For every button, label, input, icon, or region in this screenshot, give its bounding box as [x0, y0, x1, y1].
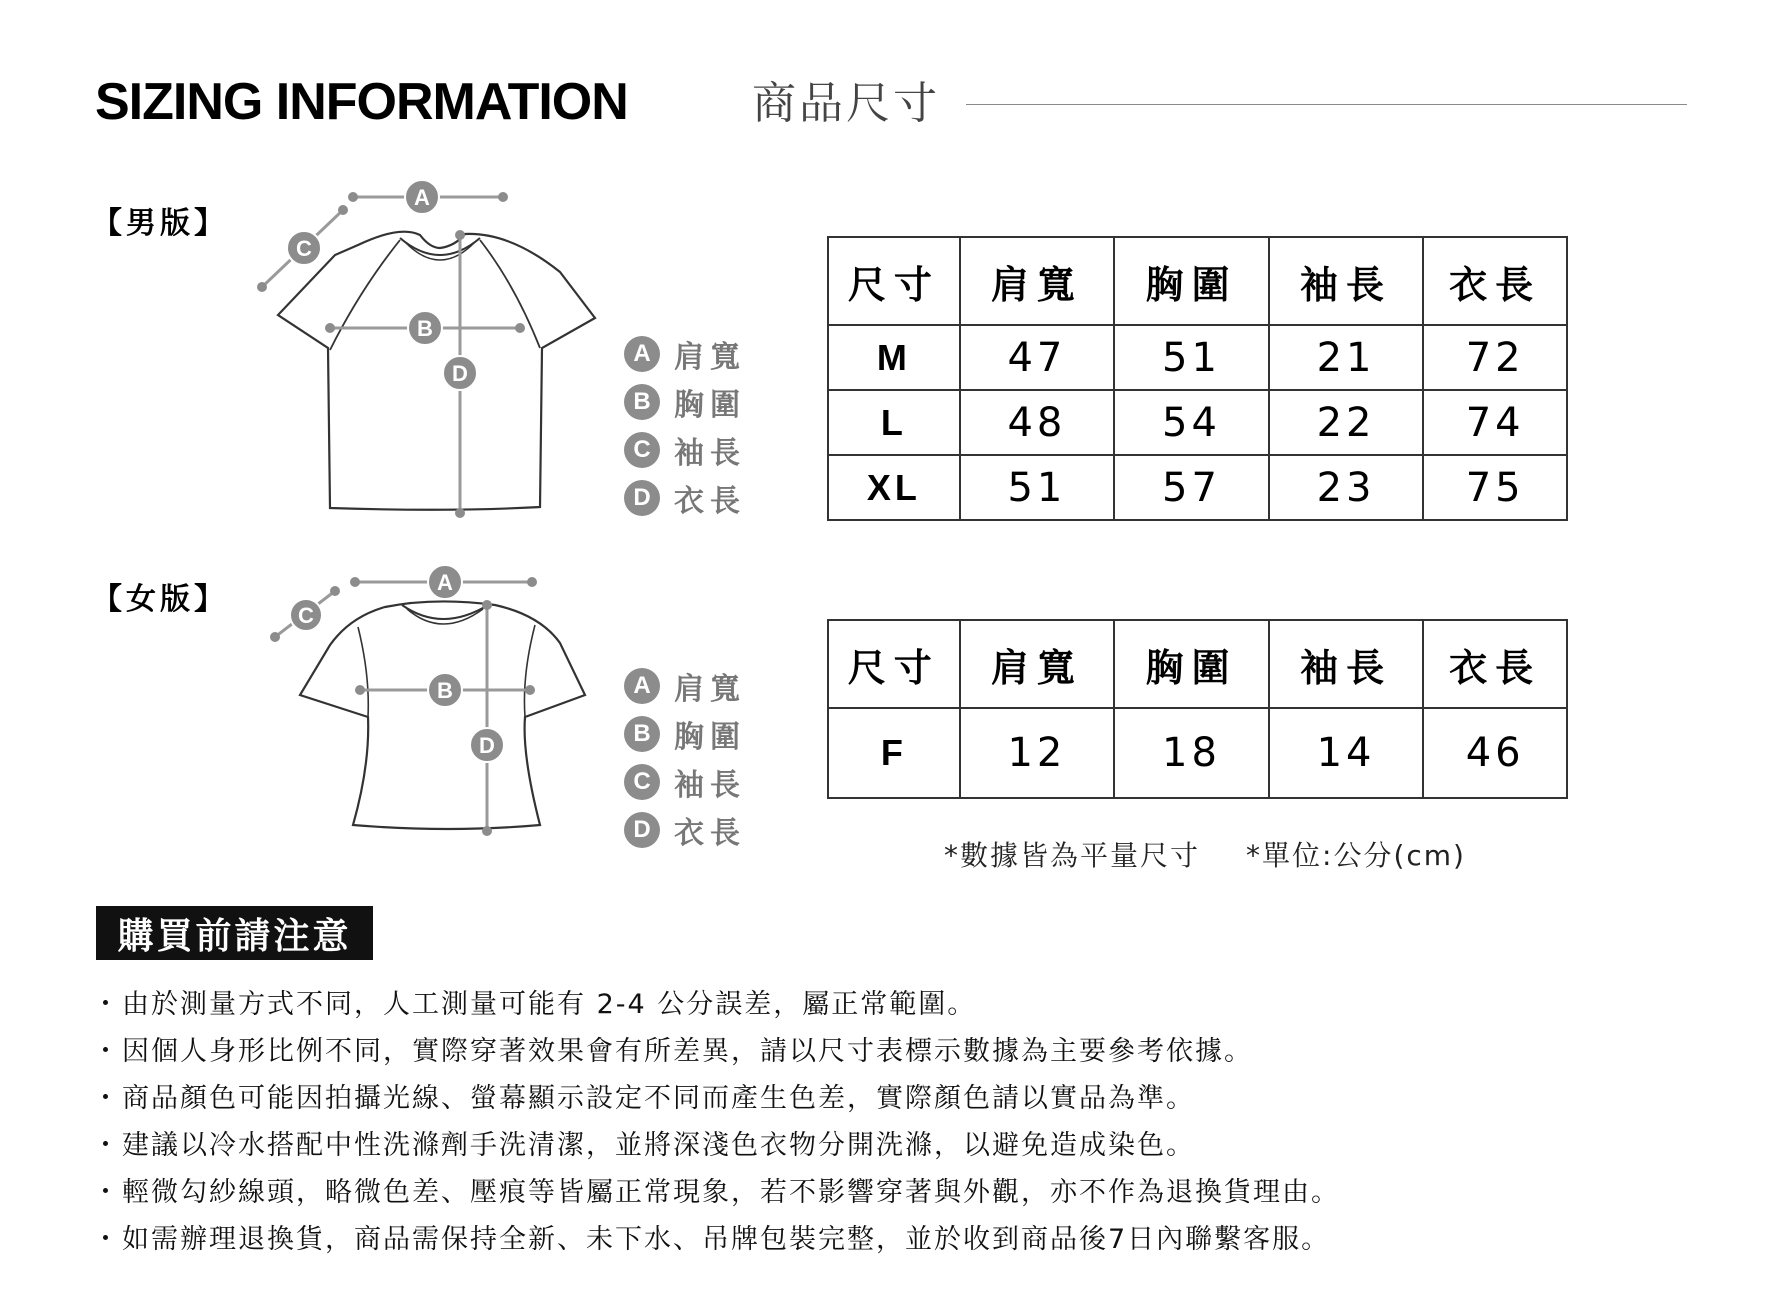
- men-neckline: [400, 238, 480, 255]
- list-item-text: 輕微勾紗線頭，略微色差、壓痕等皆屬正常現象，若不影響穿著與外觀，亦不作為退換貨理由。: [122, 1177, 1340, 1208]
- list-item-text: 如需辦理退換貨，商品需保持全新、未下水、吊牌包裝完整，並於收到商品後7日內聯繫客服。: [122, 1224, 1331, 1255]
- women-shirt-diagram: [260, 555, 600, 845]
- cell-chest: 57: [1114, 455, 1269, 520]
- men-shirt-diagram: [240, 170, 610, 530]
- women-section-label: 【女版】: [92, 582, 228, 617]
- legend-badge: B: [624, 716, 660, 752]
- bullet: ・: [92, 989, 121, 1020]
- cell-size: L: [828, 390, 960, 455]
- header-sleeve: 袖長: [1269, 620, 1424, 708]
- women-neckline-inner: [407, 609, 483, 624]
- legend-text: 胸圍: [674, 720, 746, 755]
- legend-text: 袖長: [674, 768, 746, 803]
- men-size-table: [827, 236, 1568, 521]
- legend-item: [624, 330, 746, 378]
- legend-badge: A: [624, 336, 660, 372]
- bullet: ・: [92, 1083, 121, 1114]
- cell-length: 72: [1423, 325, 1567, 390]
- women-legend: [624, 662, 746, 854]
- table-row: [828, 325, 1567, 390]
- cell-sleeve: 14: [1269, 708, 1424, 798]
- cell-length: 74: [1423, 390, 1567, 455]
- page-title: SIZING INFORMATION: [95, 73, 628, 131]
- header-shoulder: 肩寬: [960, 237, 1115, 325]
- header-size: 尺寸: [828, 237, 960, 325]
- caution-list: [92, 978, 1340, 1260]
- legend-badge: C: [624, 764, 660, 800]
- legend-badge: D: [624, 480, 660, 516]
- svg-text:D: D: [452, 361, 468, 386]
- legend-item: [624, 474, 746, 522]
- legend-badge: C: [624, 432, 660, 468]
- list-item-text: 因個人身形比例不同，實際穿著效果會有所差異，請以尺寸表標示數據為主要參考依據。: [122, 1036, 1253, 1067]
- women-shirt-outline: [300, 601, 585, 829]
- cell-length: 75: [1423, 455, 1567, 520]
- page-subtitle: 商品尺寸: [752, 78, 940, 129]
- women-size-table: [827, 619, 1568, 799]
- svg-text:A: A: [414, 185, 430, 210]
- header-chest: 胸圍: [1114, 620, 1269, 708]
- table-header-row: [828, 620, 1567, 708]
- cell-size: M: [828, 325, 960, 390]
- cell-chest: 18: [1114, 708, 1269, 798]
- list-item-text: 建議以冷水搭配中性洗滌劑手洗清潔，並將深淺色衣物分開洗滌，以避免造成染色。: [122, 1130, 1195, 1161]
- bullet: ・: [92, 1224, 121, 1255]
- men-left-seam: [330, 240, 400, 350]
- list-item: [92, 1119, 1340, 1166]
- cell-sleeve: 22: [1269, 390, 1424, 455]
- table-row: [828, 390, 1567, 455]
- legend-text: 肩寬: [674, 340, 746, 375]
- cell-size: F: [828, 708, 960, 798]
- table-row: [828, 455, 1567, 520]
- svg-text:B: B: [437, 678, 453, 703]
- list-item: [92, 1025, 1340, 1072]
- men-neckline-inner: [405, 242, 475, 260]
- svg-text:B: B: [417, 316, 433, 341]
- bullet: ・: [92, 1130, 121, 1161]
- legend-item: [624, 758, 746, 806]
- cell-shoulder: 51: [960, 455, 1115, 520]
- cell-size: XL: [828, 455, 960, 520]
- svg-text:C: C: [298, 603, 314, 628]
- header-length: 衣長: [1423, 620, 1567, 708]
- legend-text: 衣長: [674, 484, 746, 519]
- cell-chest: 51: [1114, 325, 1269, 390]
- cell-shoulder: 48: [960, 390, 1115, 455]
- list-item: [92, 978, 1340, 1025]
- cell-length: 46: [1423, 708, 1567, 798]
- women-neckline: [402, 605, 488, 619]
- table-header-row: [828, 237, 1567, 325]
- list-item: [92, 1213, 1340, 1260]
- legend-badge: B: [624, 384, 660, 420]
- men-legend: [624, 330, 746, 522]
- title-divider: [966, 104, 1687, 105]
- svg-text:D: D: [479, 733, 495, 758]
- cell-shoulder: 47: [960, 325, 1115, 390]
- cell-chest: 54: [1114, 390, 1269, 455]
- measurement-notes: [944, 834, 1466, 874]
- women-right-seam: [524, 625, 535, 717]
- bullet: ・: [92, 1036, 121, 1067]
- header-chest: 胸圍: [1114, 237, 1269, 325]
- note-flat-measure: *數據皆為平量尺寸: [944, 839, 1201, 872]
- list-item: [92, 1166, 1340, 1213]
- legend-text: 衣長: [674, 816, 746, 851]
- legend-badge: A: [624, 668, 660, 704]
- header-length: 衣長: [1423, 237, 1567, 325]
- men-section-label: 【男版】: [92, 206, 228, 241]
- header-size: 尺寸: [828, 620, 960, 708]
- header-sleeve: 袖長: [1269, 237, 1424, 325]
- legend-item: [624, 710, 746, 758]
- men-shirt-outline: [278, 232, 595, 510]
- legend-text: 袖長: [674, 436, 746, 471]
- legend-item: [624, 426, 746, 474]
- header-shoulder: 肩寬: [960, 620, 1115, 708]
- caution-heading: 購買前請注意: [96, 906, 373, 960]
- men-right-seam: [480, 240, 540, 348]
- table-row: [828, 708, 1567, 798]
- note-unit: *單位:公分(cm): [1246, 839, 1466, 872]
- women-left-seam: [358, 627, 368, 717]
- cell-sleeve: 21: [1269, 325, 1424, 390]
- list-item: [92, 1072, 1340, 1119]
- legend-item: [624, 806, 746, 854]
- cell-sleeve: 23: [1269, 455, 1424, 520]
- svg-text:A: A: [437, 570, 453, 595]
- svg-text:C: C: [296, 236, 312, 261]
- cell-shoulder: 12: [960, 708, 1115, 798]
- list-item-text: 商品顏色可能因拍攝光線、螢幕顯示設定不同而產生色差，實際顏色請以實品為準。: [122, 1083, 1195, 1114]
- legend-badge: D: [624, 812, 660, 848]
- legend-item: [624, 378, 746, 426]
- legend-item: [624, 662, 746, 710]
- legend-text: 胸圍: [674, 388, 746, 423]
- bullet: ・: [92, 1177, 121, 1208]
- legend-text: 肩寬: [674, 672, 746, 707]
- list-item-text: 由於測量方式不同，人工測量可能有 2-4 公分誤差，屬正常範圍。: [122, 989, 977, 1020]
